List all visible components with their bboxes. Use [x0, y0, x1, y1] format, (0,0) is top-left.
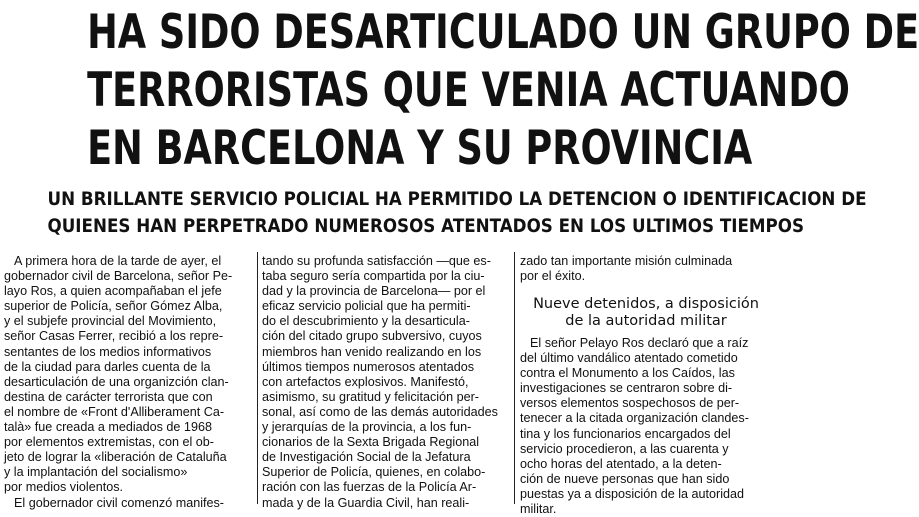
text-line: jeto de lograr la «liberación de Cataluña [4, 450, 227, 465]
subtitle-line: Nueve detenidos, a disposición [533, 296, 759, 312]
subheadline-line: UN BRILLANTE SERVICIO POLICIAL HA PERMITIDO LA DETENCION O IDENTIFICACION DE [47, 188, 867, 210]
text-line: puestas ya a disposición de la autoridad [520, 486, 745, 501]
article-column-1 [4, 254, 256, 511]
text-line: por medios violentos. [4, 480, 124, 495]
text-line: servicio procedieron, a las cuarenta y [520, 441, 729, 456]
text-line: taba seguro sería compartida por la ciu- [262, 269, 485, 284]
text-line: mada y de la Guardia Civil, han reali- [262, 495, 470, 510]
text-line: tando su profunda satisfacción —que es- [262, 254, 491, 268]
headline-line: HA SIDO DESARTICULADO UN GRUPO DE [87, 5, 919, 60]
article-column-3-top [520, 254, 772, 284]
text-line: investigaciones se centraron sobre di- [520, 381, 733, 396]
text-line: de Investigación Social de la Jefatura [262, 450, 471, 465]
text-line: cionarios de la Sexta Brigada Regional [262, 435, 480, 450]
headline-line: TERRORISTAS QUE VENIA ACTUANDO [87, 63, 850, 118]
text-line: destina de carácter terrorista que con [4, 389, 213, 404]
text-line: últimos tiempos numerosos atentados [262, 359, 475, 374]
text-line: ción de nueve personas que han sido [520, 471, 730, 486]
text-line: desarticulación de una organizción clan- [4, 374, 229, 389]
text-line: con artefactos explosivos. Manifestó, [262, 374, 469, 389]
text-line: gobernador civil de Barcelona, señor Pe- [4, 269, 233, 284]
text-line: sonal, así como de las demás autoridades [262, 404, 498, 419]
text-line: tina y los funcionarios encargados del [520, 426, 731, 441]
article-column-2 [262, 254, 514, 511]
column-divider [514, 252, 515, 504]
text-line: ción del citado grupo subversivo, cuyos [262, 329, 482, 344]
subheadline [47, 186, 867, 240]
text-line: ocho horas del atentado, a la deten- [520, 456, 722, 471]
text-line: señor Casas Ferrer, recibió a los repre- [4, 329, 224, 344]
headline [87, 4, 919, 178]
text-line: por el éxito. [520, 269, 586, 284]
text-line: militar. [520, 502, 557, 517]
text-line: eficaz servicio policial que ha permiti- [262, 299, 471, 314]
text-line: tenecer a la citada organización clandes- [520, 411, 749, 426]
subheadline-line: QUIENES HAN PERPETRADO NUMEROSOS ATENTADOS EN LOS ULTIMOS TIEMPOS [47, 215, 805, 237]
subtitle-line: de la autoridad militar [565, 313, 727, 329]
text-line: sentantes de los medios informativos [4, 344, 212, 359]
text-line: A primera hora de la tarde de ayer, el [14, 254, 222, 268]
text-line: El gobernador civil comenzó manifes- [14, 495, 224, 510]
text-line: El señor Pelayo Ros declaró que a raíz [530, 336, 749, 350]
text-line: superior de Policía, señor Gómez Alba, [4, 299, 223, 314]
text-line: Superior de Policía, quienes, en colabo- [262, 465, 486, 480]
text-line: zado tan importante misión culminada [520, 254, 733, 268]
text-line: ración con las fuerzas de la Policía Ar- [262, 480, 477, 495]
headline-line: EN BARCELONA Y SU PROVINCIA [87, 121, 753, 176]
text-line: el nombre de «Front d'Alliberament Ca- [4, 404, 225, 419]
text-line: por elementos extremistas, con el ob- [4, 435, 214, 450]
text-line: talà» fue creada a mediados de 1968 [4, 420, 212, 435]
text-line: miembros han venido realizando en los [262, 344, 482, 359]
text-line: versos elementos sospechosos de per- [520, 396, 740, 411]
text-line: do el descubrimiento y la desarticula- [262, 314, 470, 329]
text-line: y la implantación del socialismo» [4, 465, 188, 480]
text-line: del último vandálico atentado cometido [520, 351, 738, 366]
text-line: layo Ros, a quien acompañaban el jefe [4, 284, 222, 299]
section-subtitle [520, 296, 772, 330]
text-line: asimismo, su gratitud y felicitación per- [262, 389, 479, 404]
article-column-3-bottom [520, 336, 772, 517]
text-line: dad y la provincia de Barcelona— por el [262, 284, 486, 299]
text-line: y jerarquías de la provincia, a los fun- [262, 420, 472, 435]
text-line: de la ciudad para darles cuenta de la [4, 359, 211, 374]
text-line: y el subjefe provincial del Movimiento, [4, 314, 217, 329]
column-divider [257, 252, 258, 504]
text-line: contra el Monumento a los Caídos, las [520, 366, 735, 381]
